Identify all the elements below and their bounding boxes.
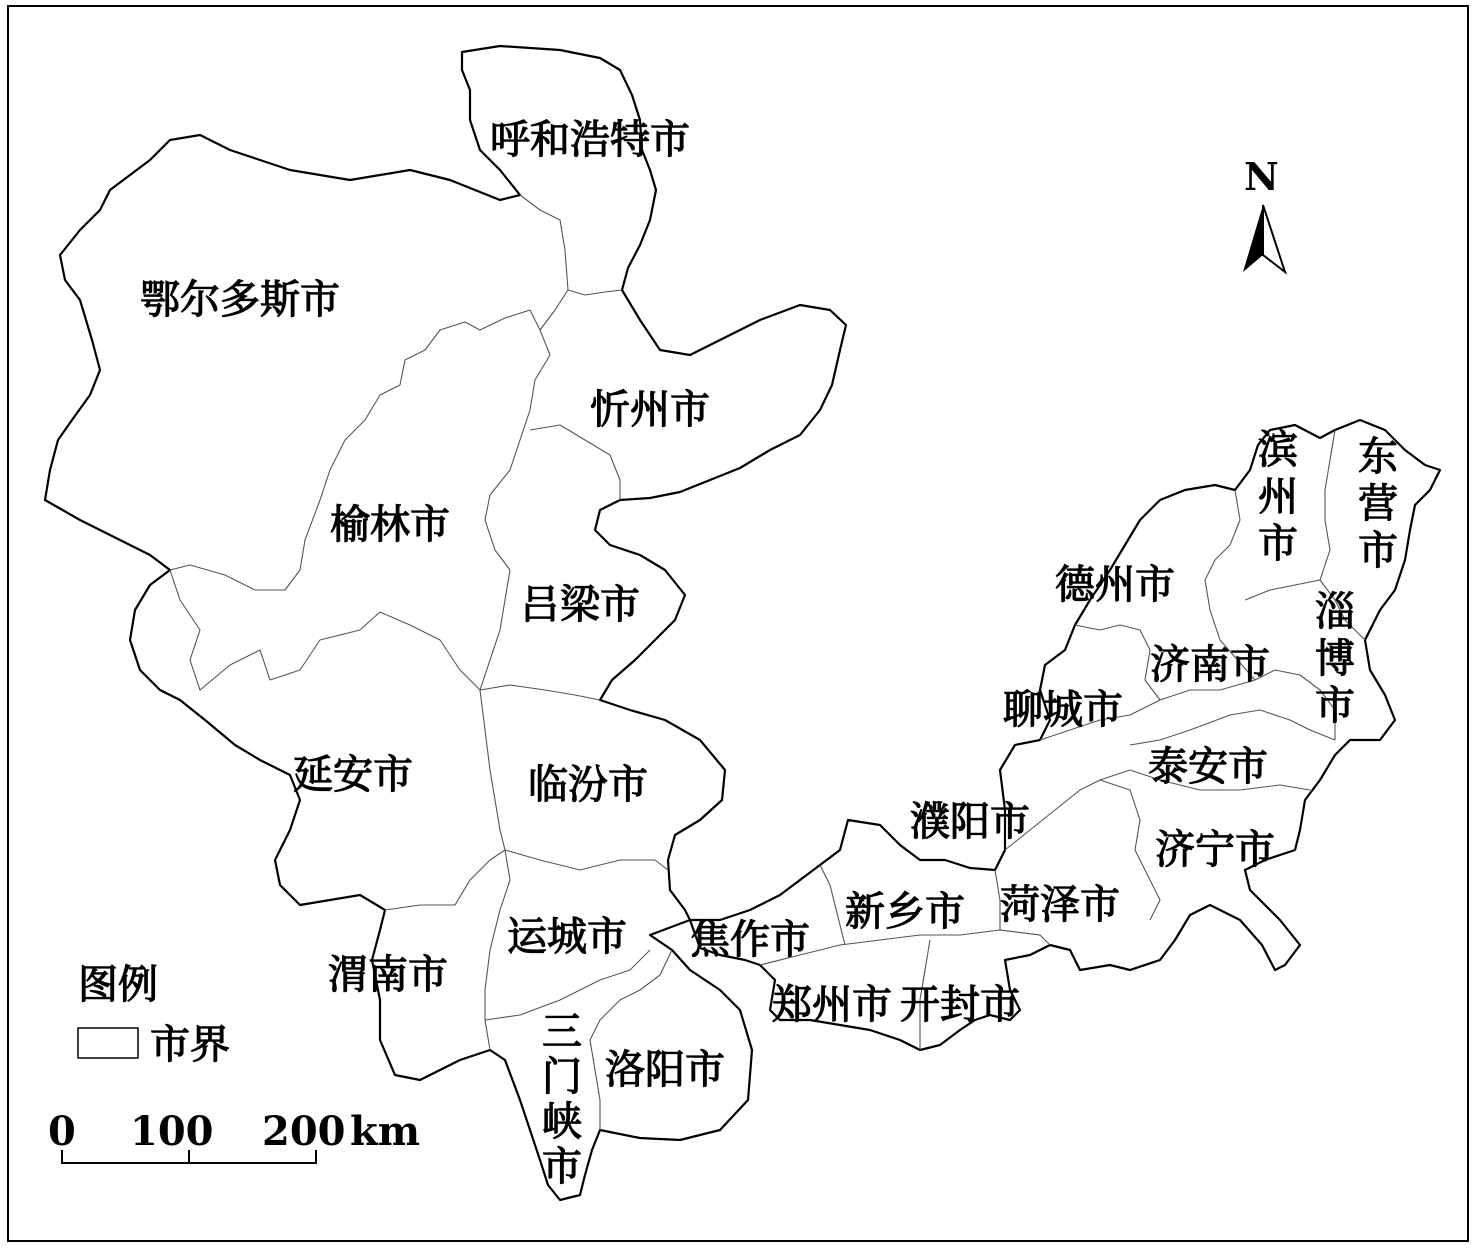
label-puyang: 濮阳市 [910, 799, 1030, 845]
label-eerduosi: 鄂尔多斯市 [140, 277, 340, 323]
north-label: N [1244, 154, 1279, 199]
scale-tick-0: 0 [48, 1108, 76, 1155]
label-linfen: 临汾市 [528, 762, 648, 808]
legend-title: 图例 [78, 962, 158, 1008]
label-weinan: 渭南市 [328, 952, 448, 998]
label-binzhou-2: 州 [1258, 474, 1298, 520]
label-dezhou: 德州市 [1055, 562, 1175, 608]
label-sanmenxia-1: 三 [542, 1009, 582, 1055]
label-binzhou-1: 滨 [1258, 427, 1298, 473]
label-yuncheng: 运城市 [507, 914, 627, 960]
label-sanmenxia-4: 市 [542, 1144, 582, 1190]
label-dongying-2: 营 [1358, 481, 1398, 527]
scale-tick-100: 100 [130, 1108, 214, 1155]
north-arrow [1243, 154, 1285, 272]
label-sanmenxia-3: 峡 [542, 1099, 582, 1145]
label-yanan: 延安市 [293, 752, 413, 798]
label-zhengzhou: 郑州市 [772, 982, 892, 1028]
label-jinan: 济南市 [1150, 642, 1270, 688]
label-dongying-1: 东 [1358, 434, 1398, 480]
label-xinzhou: 忻州市 [590, 387, 710, 433]
label-heze: 菏泽市 [1000, 882, 1120, 928]
north-arrow-left-icon [1243, 205, 1263, 272]
label-sanmenxia-2: 门 [542, 1054, 582, 1100]
legend-item-label: 市界 [150, 1022, 230, 1068]
scale-bar [48, 1108, 420, 1164]
legend-swatch [78, 1028, 138, 1058]
label-yulin: 榆林市 [330, 502, 450, 548]
label-lvliang: 吕梁市 [520, 582, 640, 628]
legend [78, 962, 230, 1068]
north-arrow-right-icon [1263, 205, 1285, 272]
scale-tick-200: 200 [262, 1108, 346, 1155]
label-jining: 济宁市 [1155, 827, 1275, 873]
label-kaifeng: 开封市 [900, 982, 1020, 1028]
label-binzhou-3: 市 [1258, 521, 1298, 567]
label-huhehaote: 呼和浩特市 [490, 117, 690, 163]
scale-unit: km [350, 1108, 421, 1155]
label-dongying-3: 市 [1358, 528, 1398, 574]
label-xinxiang: 新乡市 [845, 889, 965, 935]
label-liaocheng: 聊城市 [1003, 687, 1123, 733]
label-jiaozuo: 焦作市 [690, 917, 810, 963]
label-luoyang: 洛阳市 [605, 1047, 725, 1093]
label-zibo-3: 市 [1315, 683, 1355, 729]
label-taian: 泰安市 [1148, 744, 1268, 790]
label-zibo-2: 博 [1315, 636, 1355, 682]
label-zibo-1: 淄 [1315, 589, 1355, 635]
